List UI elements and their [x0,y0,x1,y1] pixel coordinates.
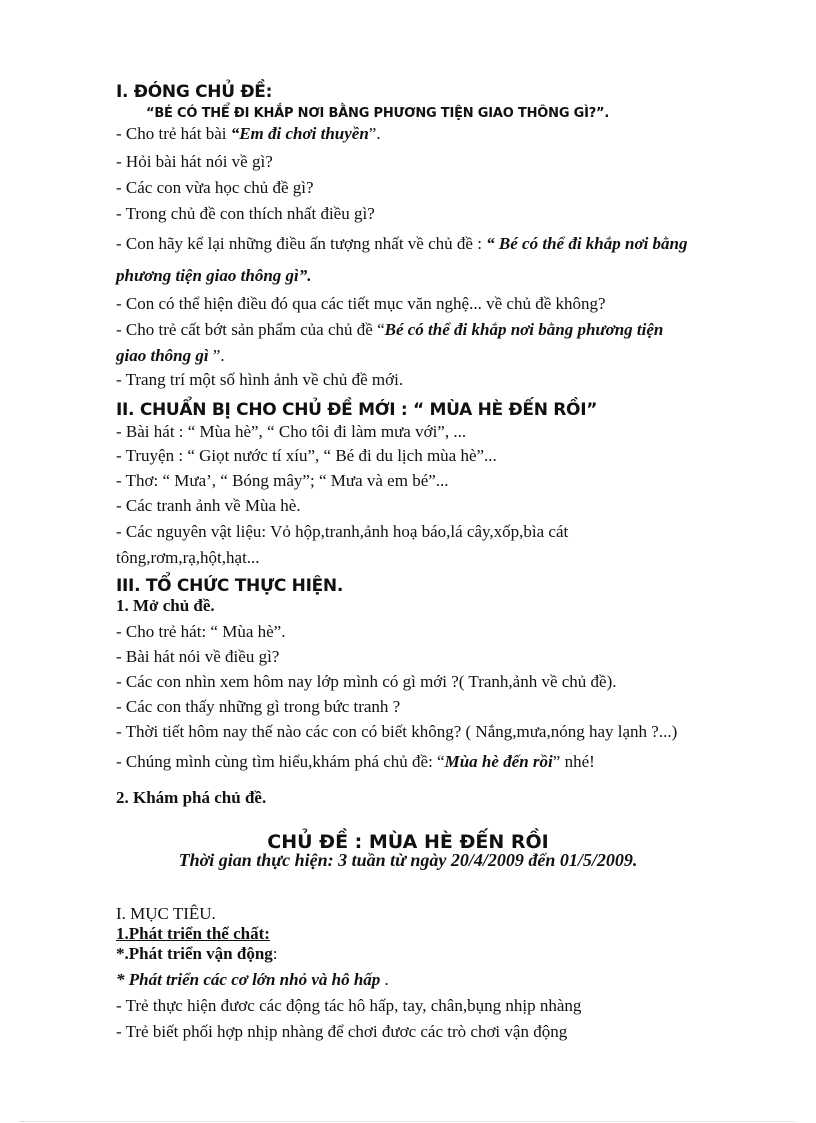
text-line: - Con có thể hiện điều đó qua các tiết mục văn nghệ... về chủ đề không? [116,294,606,313]
text-line: - Chúng mình cùng tìm hiểu,khám phá chủ đề: “Mùa hè đến rồi” nhé! [116,752,595,771]
subsection-heading: 1. Mở chủ đề. [116,596,215,615]
text-line: - Trong chủ đề con thích nhất điều gì? [116,204,375,223]
text-line: - Thời tiết hôm nay thế nào các con có biết không? ( Nắng,mưa,nóng hay lạnh ?...) [116,722,678,741]
text-line: - Hỏi bài hát nói về gì? [116,152,273,171]
text-line: - Các con thấy những gì trong bức tranh ? [116,697,401,716]
text-line: - Cho trẻ hát: “ Mùa hè”. [116,622,286,641]
text-line: - Trẻ biết phối hợp nhịp nhàng để chơi đươc các trò chơi vận động [116,1022,568,1041]
goals-heading: I. MỤC TIÊU. [116,904,216,923]
text-line: - Trang trí một số hình ảnh về chủ đề mới. [116,370,404,389]
text-line: - Truyện : “ Giọt nước tí xíu”, “ Bé đi du lịch mùa hè”... [116,446,497,465]
text-line: - Các con nhìn xem hôm nay lớp mình có gì mới ?( Tranh,ảnh về chủ đề). [116,672,617,691]
text-line: giao thông gì ”. [116,346,225,365]
section-1-topic: “BÉ CÓ THỂ ĐI KHẮP NƠI BẰNG PHƯƠNG TIỆN GIAO THÔNG GÌ?”. [146,106,610,121]
section-3-heading: III. TỔ CHỨC THỰC HIỆN. [116,576,343,596]
text-line: - Con hãy kể lại những điều ấn tượng nhất về chủ đề : “ Bé có thể đi khắp nơi bằng [116,234,688,253]
topic-subtitle: Thời gian thực hiện: 3 tuần từ ngày 20/4/2009 đến 01/5/2009. [178,850,638,870]
text-line: - Bài hát : “ Mùa hè”, “ Cho tôi đi làm mưa với”, ... [116,422,467,441]
goals-subheading: * Phát triển các cơ lớn nhỏ và hô hấp . [116,970,389,989]
section-1-heading: I. ĐÓNG CHỦ ĐỀ: [116,82,273,102]
text-line: - Các con vừa học chủ đề gì? [116,178,314,197]
goals-subheading: 1.Phát triển thể chất: [116,924,270,943]
goals-subheading: *.Phát triển vận động: [116,944,278,963]
text-line: phương tiện giao thông gì”. [116,266,312,285]
subsection-heading: 2. Khám phá chủ đề. [116,788,267,807]
text-line: - Các nguyên vật liệu: Vỏ hộp,tranh,ảnh hoạ báo,lá cây,xốp,bìa cát [116,522,569,541]
text-line: tông,rơm,rạ,hột,hạt... [116,548,260,567]
text-line: - Các tranh ảnh về Mùa hè. [116,496,301,515]
text-line: - Cho trẻ cất bớt sản phẩm của chủ đề “Bé có thể đi khắp nơi bằng phương tiện [116,320,664,339]
topic-title: CHỦ ĐỀ : MÙA HÈ ĐẾN RỒI [267,831,549,853]
text-line: - Trẻ thực hiện đươc các động tác hô hấp, tay, chân,bụng nhịp nhàng [116,996,582,1015]
text-line: - Cho trẻ hát bài “Em đi chơi thuyền”. [116,124,381,143]
section-2-heading: II. CHUẨN BỊ CHO CHỦ ĐỀ MỚI : “ MÙA HÈ ĐẾN RỒI” [116,400,598,420]
text-line: - Thơ: “ Mưa’, “ Bóng mây”; “ Mưa và em bé”... [116,471,449,490]
text-line: - Bài hát nói về điều gì? [116,647,280,666]
page-bottom-divider [20,1121,796,1122]
